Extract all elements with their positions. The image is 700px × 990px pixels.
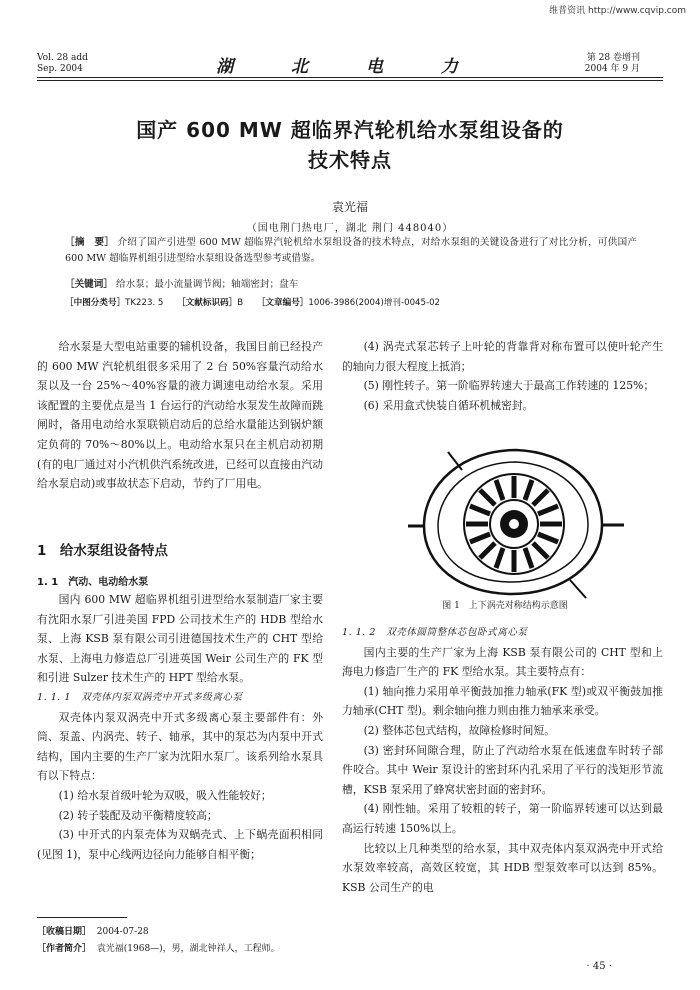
journal-name: 湖 北 电 力 [216,57,484,77]
abstract-text: 介绍了国产引进型 600 MW 超临界汽轮机给水泵组设备的技术特点，对给水泵组的关键设备进行了对比分析，可供国产 600 MW 超临界机组引进型给水泵组设备选型参考或借鉴。 [65,237,637,264]
subsection-1-1-2-heading: 1. 1. 2 双壳体圆筒整体芯包卧式离心泵 [342,627,528,638]
impeller [464,474,564,574]
list-item: (3) 中开式的内泵壳体为双蜗壳式、上下蜗壳面积相同(见图 1)，泵中心线两边径向力能够自相平衡； [37,828,323,861]
header-rule [37,77,663,78]
clc-value: TK223. 5 [125,298,164,308]
paragraph-ksb: 国内主要的生产厂家为上海 KSB 泵有限公司的 CHT 型和上海电力修造厂生产的 FK 型给水泵。其主要特点有： [342,645,663,679]
article-no-label: ［文章编号］ [256,298,309,308]
classification-line [65,296,440,308]
title-line-1: 国产 600 MW 超临界汽轮机给水泵组设备的 [136,118,564,142]
author-bio: 袁光福(1968—)，男，湖北钟祥人，工程师。 [96,944,280,954]
clc-label: ［中图分类号］ [65,298,126,308]
paper-title [60,115,640,175]
section-1-1-heading: 1. 1 汽动、电动给水泵 [37,577,149,588]
list-item: (3) 密封环间隙合理，防止了汽动给水泵在低速盘车时转子部件咬合。其中 Weir 泵设计的密封环内孔采用了平行的浅矩形节流槽，KSB 泵采用了蜂窝状密封面的密封环。 [342,743,663,796]
page-number: · 45 · [586,961,612,972]
list-item: (4) 刚性轴。采用了较粗的转子，第一阶临界转速可以达到最高运行转速 150%以上。 [342,802,663,835]
affiliation: （国电荆门热电厂，湖北 荆门 448040） [246,223,454,234]
footnote-rule [37,917,127,918]
list-item: (4) 涡壳式泵芯转子上叶轮的背靠背对称布置可以使叶轮产生的轴向力很大程度上抵消； [342,340,663,373]
footnote-author [37,941,280,954]
author-bio-label: ［作者简介］ [37,944,92,954]
subsection-1-1-1-heading: 1. 1. 1 双壳体内泵双涡壳中开式多级离心泵 [37,691,243,703]
list-item: (1) 给水泵首级叶轮为双吸，吸入性能较好； [58,788,272,802]
header-date: Sep. 2004 [37,64,83,74]
received-date: 2004-07-28 [96,927,149,937]
watermark: 维普资讯 http://www.cqvip.com [549,6,686,16]
figure-caption: 图 1 上下涡壳对称结构示意图 [442,601,568,611]
left-column-body [37,590,323,864]
list-item: (1) 轴向推力采用单平衡鼓加推力轴承(FK 型)或双平衡鼓加推力轴承(CHT 型)。剩余轴向推力则由推力轴承来承受。 [342,684,663,718]
abstract [65,235,637,267]
author-name: 袁光福 [331,200,368,214]
keywords-label: ［关键词］ [65,279,113,290]
right-column-body [342,623,663,897]
section-1-heading: 1 给水泵组设备特点 [37,543,168,559]
keywords-text: 给水泵；最小流量调节阀；轴端密封；盘车 [116,279,299,290]
list-item: (2) 转子装配及动平衡精度较高； [58,808,218,822]
article-no-value: 1006-3986(2004)增刊-0045-02 [308,298,441,308]
paragraph-double-casing: 双壳体内泵双涡壳中开式多级离心泵主要部件有：外筒、泵盖、内涡壳、转子、轴承，其中的泵芯为内泵中开式结构，国内主要的生产厂家为沈阳水泵厂。该系列给水泵具有以下特点： [37,710,323,783]
paragraph-comparison: 比较以上几种类型的给水泵，其中双壳体内泵双涡壳中开式给水泵效率较高，高效区较宽，其 HDB 型泵效率可以达到 85%。KSB 公司生产的电 [342,841,663,894]
abstract-label: ［摘 要］ [65,237,115,248]
intro-paragraph: 给水泵是大型电站重要的辅机设备，我国目前已经投产的 600 MW 汽轮机组很多采用了 2 台 50%容量汽动给水泵以及一台 25%～40%容量的液力调速电动给水泵。采用该配置的主要优点是当 1 台运行的汽动给水泵发生故障而跳闸时，备用电动给水泵联锁启动后的总给水量能达到锅炉额定负荷的 70%～80%以上。电动给水泵只在主机启动初期(有的电厂通过对小汽机供汽系统改进，已经可以直接由汽动给水泵启动)或事故状态下启动，节约了厂用电。 [37,340,323,491]
title-line-2: 技术特点 [308,148,392,172]
list-item: (6) 采用盒式快装自循环机械密封。 [363,398,534,412]
list-item: (5) 刚性转子。第一阶临界转速大于最高工作转速的 125%； [363,379,655,393]
list-item: (2) 整体芯包式结构，故障检修时间短。 [363,723,556,737]
footnote-received [37,924,149,937]
received-label: ［收稿日期］ [37,927,92,937]
paragraph-manufacturers: 国内 600 MW 超临界机组引进型给水泵制造厂家主要有沈阳水泵厂引进美国 FPD 公司技术生产的 HDB 型给水泵、上海 KSB 泵有限公司引进德国技术生产的 CHT 型给水泵、上海电力修造总厂引进英国 Weir 公司生产的 FK 型和引进 Sulzer 技术生产的 HPT 型给水泵。 [37,593,323,685]
header-left [37,53,88,75]
left-column-intro [37,337,323,494]
header-date-cn: 2004 年 9 月 [584,64,640,74]
header-volume-cn: 第 28 卷增刊 [586,53,640,63]
header-right [585,53,640,75]
pump-volute-figure [402,440,630,608]
header-volume: Vol. 28 add [37,53,88,63]
keywords [65,276,298,290]
right-column-top [342,337,663,415]
doc-code-label: ［文献标识码］ [177,298,238,308]
header-rule-thin [37,80,663,81]
doc-code-value: B [237,298,244,308]
